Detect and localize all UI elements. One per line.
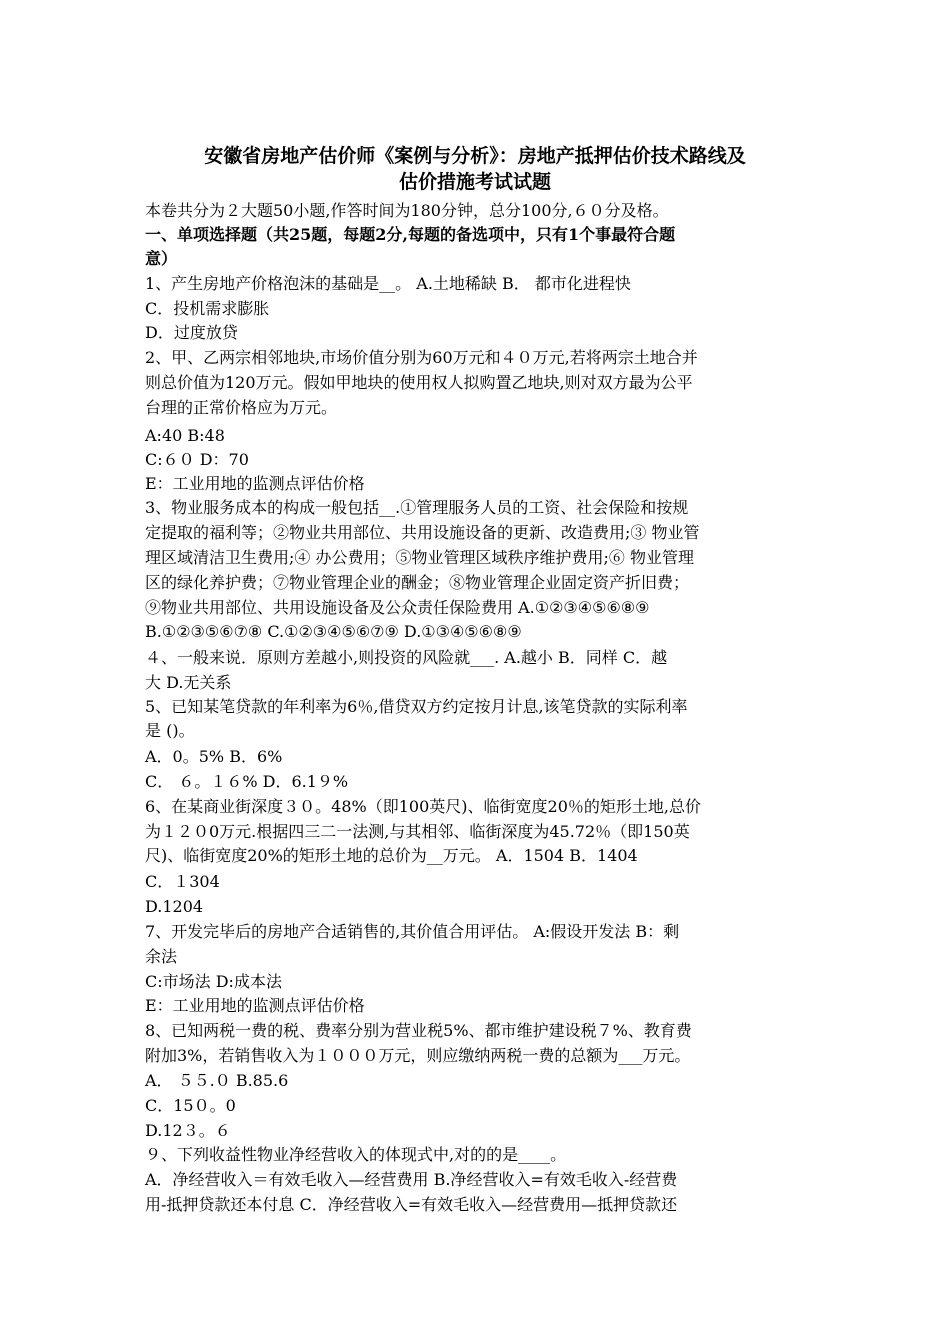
question-line: 区的绿化养护费；⑦物业管理企业的酬金；⑧物业管理企业固定资产折旧费； (145, 573, 690, 592)
question-line: E：工业用地的监测点评估价格 (145, 474, 365, 493)
question-line: B.①②③⑤⑥⑦⑧ C.①②③④⑤⑥⑦⑨ D.①③④⑤⑥⑧⑨ (145, 622, 522, 641)
question-line: C:市场法 D:成本法 (145, 972, 282, 991)
document-title-line-2: 估价措施考试试题 (398, 171, 551, 193)
question-line: 大 D.无关系 (145, 673, 232, 692)
question-line: D.12３。６ (145, 1121, 231, 1140)
question-line: 用-抵押贷款还本付息 C．净经营收入=有效毛收入—经营费用—抵押贷款还 (145, 1195, 678, 1214)
question-line: ９、下列收益性物业净经营收入的体现式中,对的的是____。 (145, 1145, 567, 1164)
question-line: 5、已知某笔贷款的年利率为6％,借贷双方约定按月计息,该笔贷款的实际利率 (145, 697, 688, 716)
exam-intro: 本卷共分为２大题50小题,作答时间为180分钟，总分100分,６０分及格。 (145, 201, 669, 220)
question-line: 为１２０0万元.根据四三二一法测,与其相邻、临街深度为45.72％（即150英 (145, 822, 690, 841)
section-heading-line-1: 一、单项选择题（共25题，每题2分,每题的备选项中，只有1个事最符合题 (145, 225, 676, 244)
question-line: 余法 (145, 947, 178, 966)
question-line: C．１304 (145, 872, 220, 891)
document-title-line-1: 安徽省房地产估价师《案例与分析》：房地产抵押估价技术路线及 (204, 145, 746, 167)
question-line: 则总价值为120万元。假如甲地块的使用权人拟购置乙地块,则对双方最为公平 (145, 373, 693, 392)
question-line: 是 ()。 (145, 721, 195, 740)
question-line: D.1204 (145, 897, 204, 916)
question-line: 8、已知两税一费的税、费率分别为营业税5%、都市维护建设税７%、教育费 (145, 1021, 692, 1040)
question-line: C． ６。１６% D．6.1９% (145, 772, 349, 791)
question-line: 2、甲、乙两宗相邻地块,市场价值分别为60万元和４０万元,若将两宗土地合并 (145, 348, 698, 367)
question-line: 3、物业服务成本的构成一般包括__.①管理服务人员的工资、社会保险和按规 (145, 498, 689, 517)
question-line: 6、在某商业街深度３０。48%（即100英尺)、临街宽度20％的矩形土地,总价 (145, 797, 701, 816)
question-line: E：工业用地的监测点评估价格 (145, 996, 365, 1015)
question-line: C．15０。0 (145, 1096, 236, 1115)
question-line: ⑨物业共用部位、共用设施设备及公众责任保险费用 A.①②③④⑤⑥⑧⑨ (145, 598, 650, 617)
question-line: 7、开发完毕后的房地产合适销售的,其价值合用评估。 A:假设开发法 B：剩 (145, 922, 680, 941)
question-line: A:40 B:48 (145, 426, 225, 445)
question-line: C．投机需求膨胀 (145, 299, 270, 318)
question-line: 台理的正常价格应为万元。 (145, 398, 338, 417)
section-heading-line-2: 意） (145, 249, 178, 268)
question-line: A． ５５.０ B.85.6 (145, 1071, 289, 1090)
question-line: A．0。5% B．6% (145, 747, 283, 766)
question-line: 定提取的福利等；②物业共用部位、共用设施设备的更新、改造费用;③ 物业管 (145, 523, 700, 542)
question-line: 尺)、临街宽度20%的矩形土地的总价为__万元。 A．1504 B．1404 (145, 846, 638, 865)
question-line: C:６０ D：70 (145, 450, 249, 469)
question-line: 1、产生房地产价格泡沫的基础是__。 A.土地稀缺 B． 都市化进程快 (145, 274, 631, 293)
question-line: D．过度放贷 (145, 323, 238, 342)
question-line: 附加3%，若销售收入为１０００万元，则应缴纳两税一费的总额为___万元。 (145, 1046, 691, 1065)
question-line: ４、一般来说．原则方差越小,则投资的风险就___. A.越小 B．同样 C．越 (145, 648, 668, 667)
question-line: A．净经营收入＝有效毛收入—经营费用 B.净经营收入=有效毛收入-经营费 (145, 1170, 678, 1189)
question-line: 理区域清洁卫生费用;④ 办公费用；⑤物业管理区域秩序维护费用;⑥ 物业管理 (145, 548, 694, 567)
